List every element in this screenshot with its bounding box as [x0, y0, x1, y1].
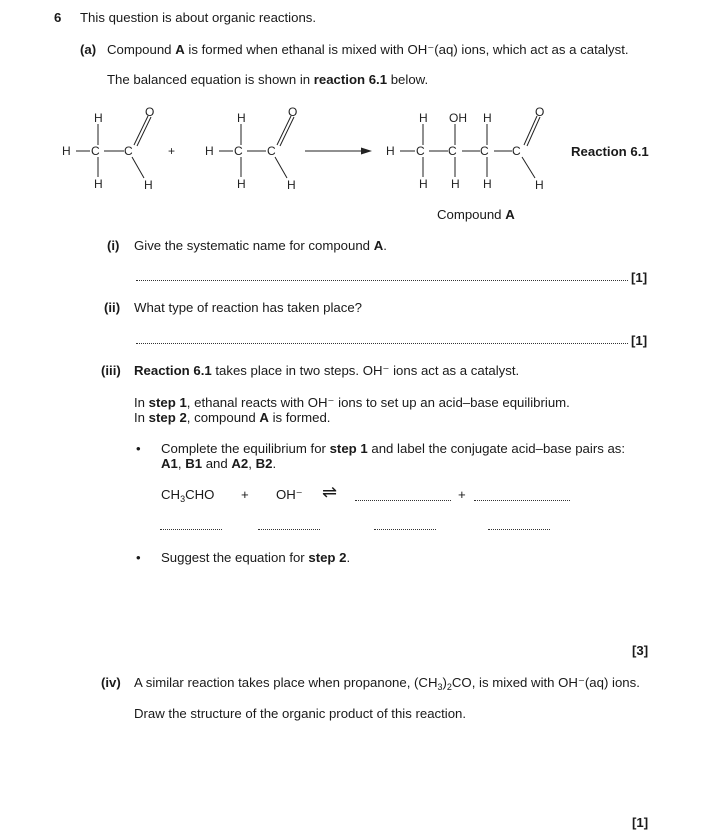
- bullet-2-text: Suggest the equation for step 2.: [161, 550, 351, 565]
- part-ii-question: What type of reaction has taken place?: [134, 300, 362, 315]
- part-a-line1: Compound A is formed when ethanal is mixed with OH⁻(aq) ions, which act as a catalyst.: [107, 42, 629, 57]
- atom-h: H: [483, 111, 492, 125]
- atom-c: C: [416, 144, 425, 158]
- atom-h: H: [386, 144, 395, 158]
- answer-product-2[interactable]: [474, 500, 570, 501]
- part-ii-label: (ii): [104, 300, 121, 315]
- part-a-label: (a): [80, 42, 97, 57]
- atom-o: O: [145, 105, 155, 119]
- bullet-1: •: [136, 441, 141, 456]
- part-a-line2: The balanced equation is shown in reaction 6.1 below.: [107, 72, 429, 87]
- atom-c: C: [91, 144, 100, 158]
- reaction-label: Reaction 6.1: [571, 144, 649, 159]
- eq-ethanal: $CH_3CHO$: [161, 487, 215, 504]
- atom-h: H: [535, 178, 544, 192]
- atom-h: H: [287, 178, 296, 192]
- label-blank-2[interactable]: [258, 529, 320, 530]
- eq-hydroxide: OH⁻: [276, 487, 303, 502]
- eq-plus-2: +: [458, 487, 466, 502]
- atom-h: H: [205, 144, 214, 158]
- mark-iii: [3]: [632, 643, 649, 658]
- ethanal-structure-1: [76, 116, 151, 178]
- part-iii-line3: In step 2, compound A is formed.: [134, 410, 331, 425]
- reaction-plus: +: [168, 144, 176, 158]
- reaction-arrow: [305, 148, 372, 155]
- label-blank-1[interactable]: [160, 529, 222, 530]
- part-i-question: Give the systematic name for compound A.: [134, 238, 387, 253]
- part-iv-line1: A similar reaction takes place when propanone, $(CH_3)_2CO$, is mixed with OH⁻(aq) ions.: [134, 675, 640, 692]
- atom-h: H: [419, 177, 428, 191]
- atom-c: C: [512, 144, 521, 158]
- eq-plus-1: +: [241, 487, 249, 502]
- answer-area-step2[interactable]: [161, 570, 641, 640]
- atom-c: C: [448, 144, 457, 158]
- mark-i: [1]: [631, 270, 648, 285]
- answer-line-i[interactable]: [136, 280, 628, 281]
- reaction-diagram: [0, 100, 701, 235]
- part-iv-label: (iv): [101, 675, 121, 690]
- question-intro: This question is about organic reactions.: [80, 10, 317, 25]
- atom-c: C: [234, 144, 243, 158]
- label-blank-3[interactable]: [374, 529, 436, 530]
- atom-c: C: [267, 144, 276, 158]
- question-number: 6: [54, 10, 62, 25]
- atom-h: H: [237, 111, 246, 125]
- part-iii-label: (iii): [101, 363, 121, 378]
- atom-h: H: [144, 178, 153, 192]
- atom-h: H: [237, 177, 246, 191]
- bullet-2: •: [136, 550, 141, 565]
- atom-o: O: [288, 105, 298, 119]
- atom-c: C: [124, 144, 133, 158]
- atom-h: H: [94, 177, 103, 191]
- bullet-1-line1: Complete the equilibrium for step 1 and label the conjugate acid–base pairs as:: [161, 441, 626, 456]
- compound-a-label: Compound A: [437, 207, 515, 222]
- mark-iv: [1]: [632, 815, 649, 830]
- bullet-1-line2: A1, B1 and A2, B2.: [161, 456, 277, 471]
- part-i-label: (i): [107, 238, 120, 253]
- atom-h: H: [483, 177, 492, 191]
- ethanal-structure-2: [219, 116, 294, 178]
- mark-ii: [1]: [631, 333, 648, 348]
- label-blank-4[interactable]: [488, 529, 550, 530]
- answer-product-1[interactable]: [355, 500, 451, 501]
- atom-h: H: [94, 111, 103, 125]
- answer-line-ii[interactable]: [136, 343, 628, 344]
- atom-c: C: [480, 144, 489, 158]
- part-iii-line2: In step 1, ethanal reacts with OH⁻ ions to set up an acid–base equilibrium.: [134, 395, 570, 410]
- part-iv-line2: Draw the structure of the organic product of this reaction.: [134, 706, 467, 721]
- part-iii-line1: Reaction 6.1 takes place in two steps. OH⁻ ions act as a catalyst.: [134, 363, 520, 378]
- atom-h: H: [451, 177, 460, 191]
- atom-h: H: [62, 144, 71, 158]
- atom-h: H: [419, 111, 428, 125]
- equilibrium-arrow-icon: ⇌: [322, 482, 338, 502]
- atom-o: O: [535, 105, 545, 119]
- drawing-area-iv[interactable]: [134, 730, 634, 810]
- atom-oh: OH: [449, 111, 467, 125]
